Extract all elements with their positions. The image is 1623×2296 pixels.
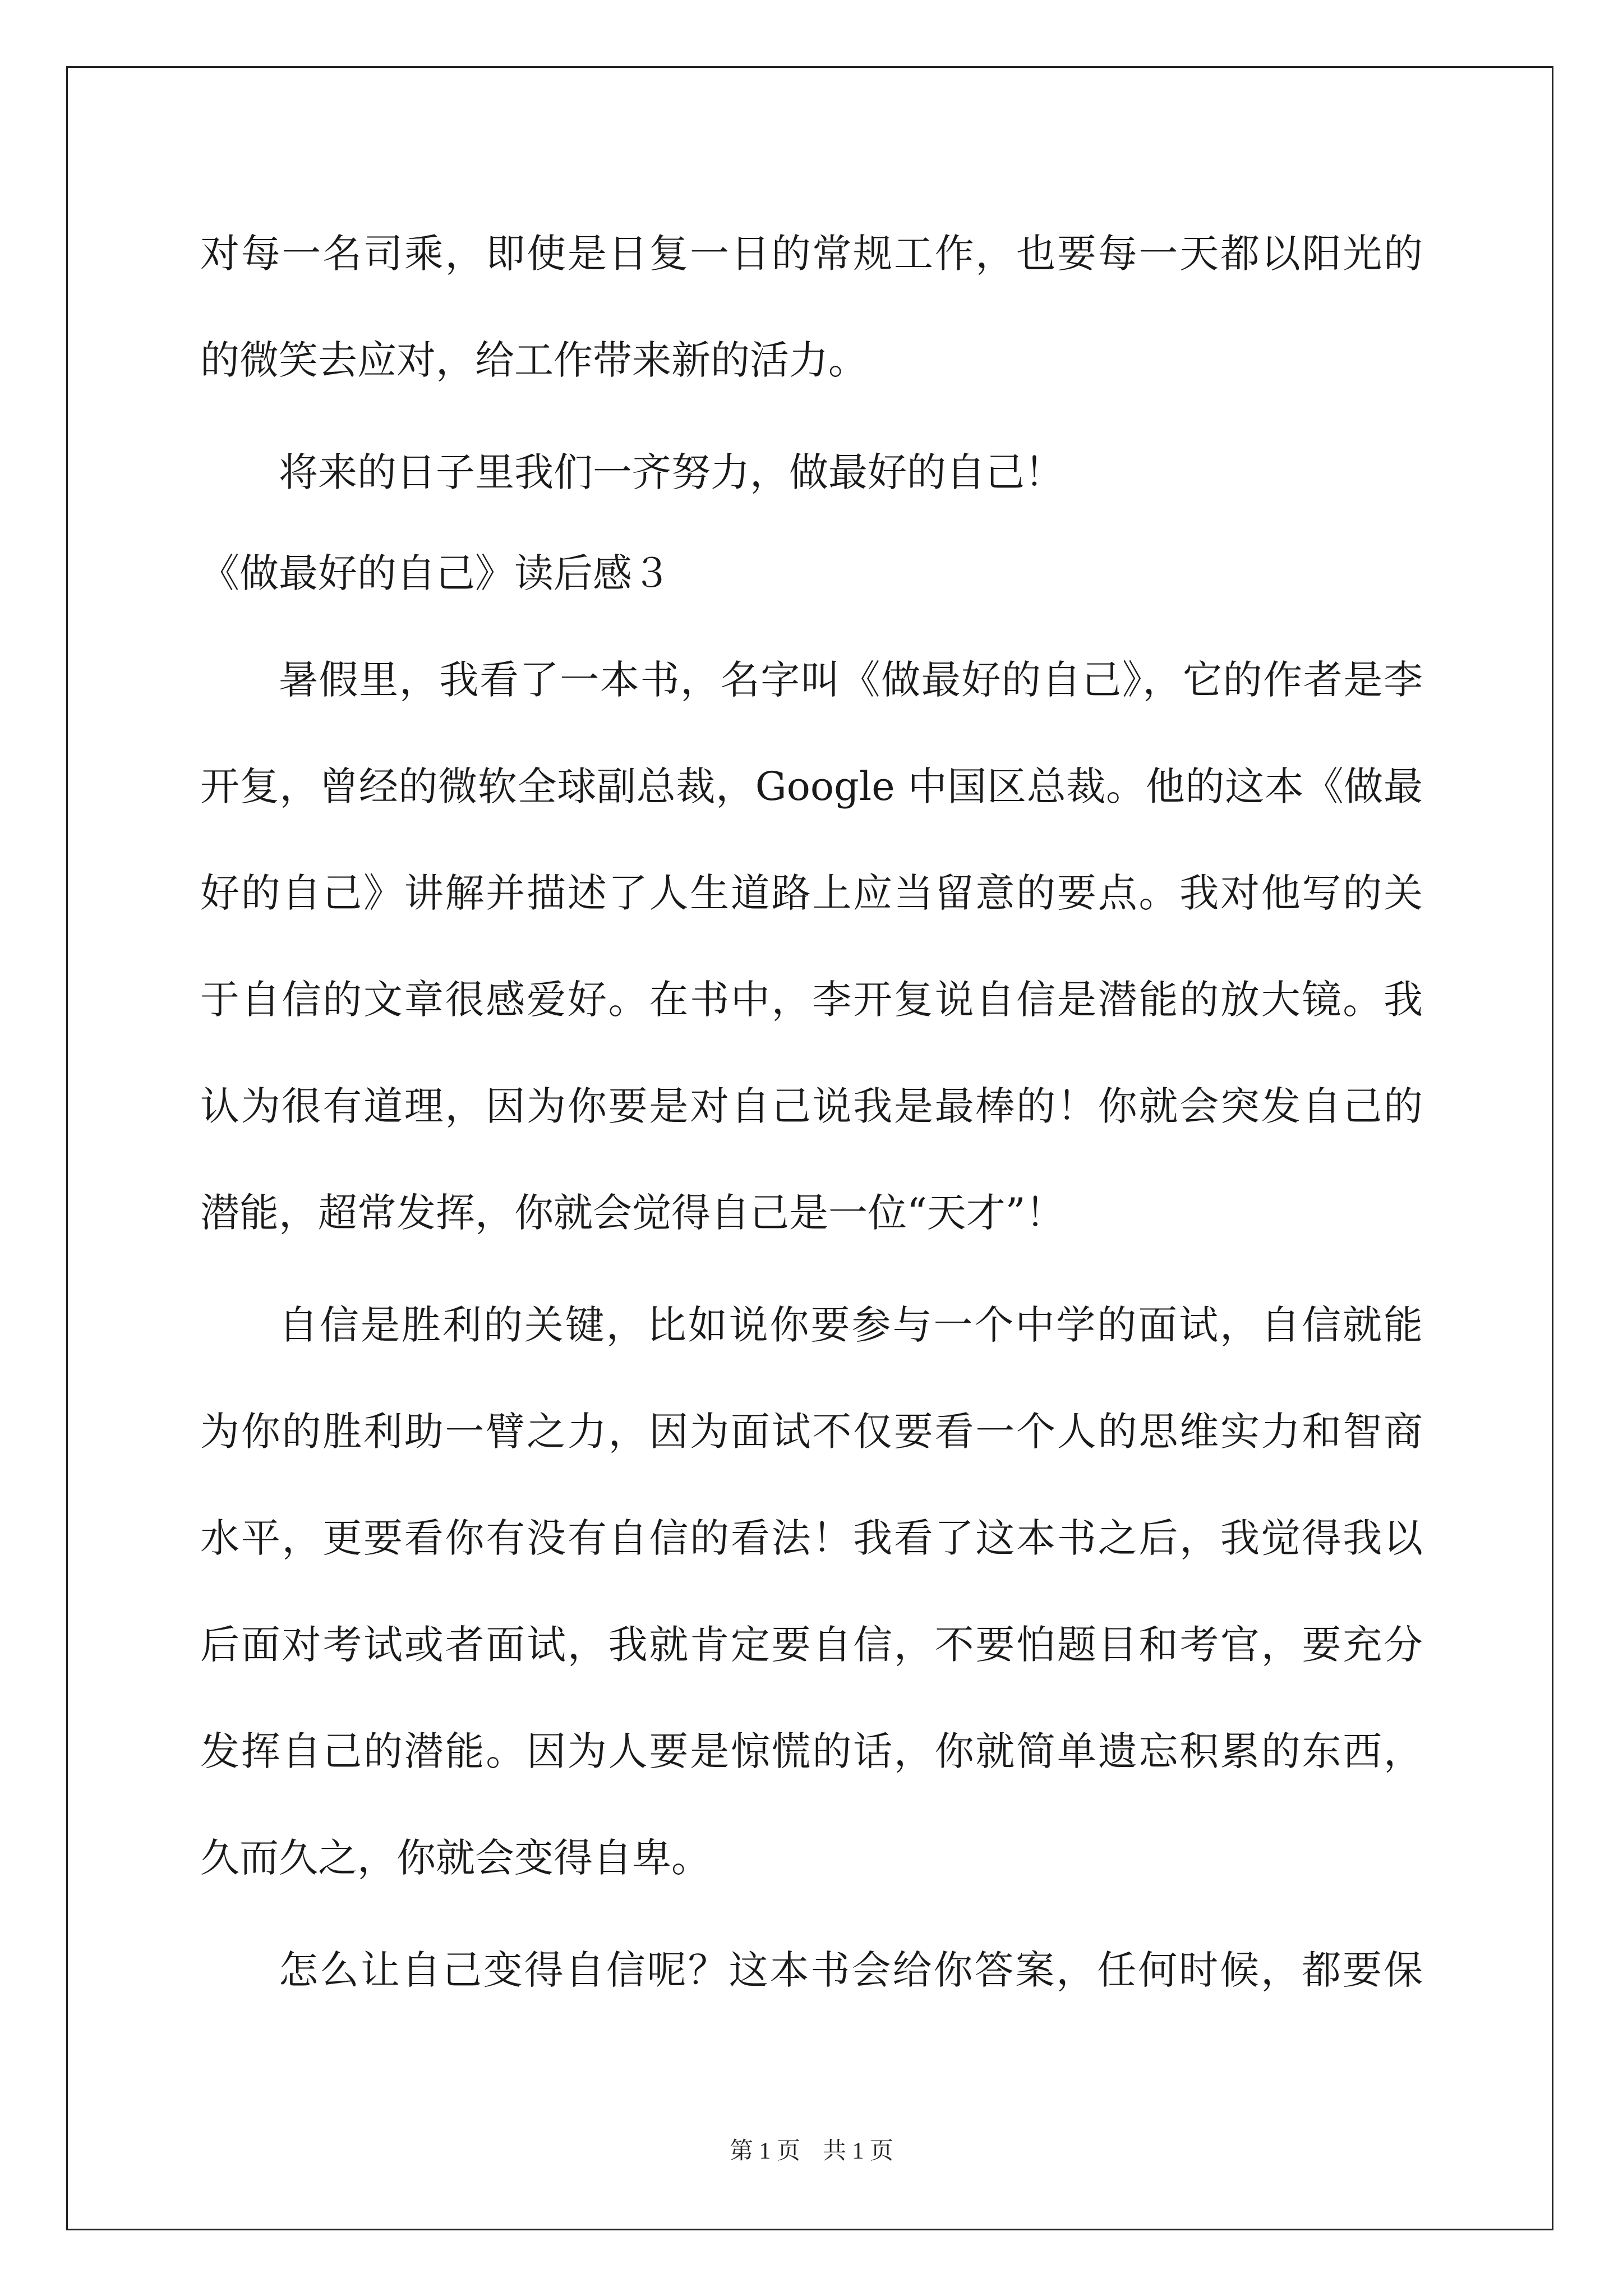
text-line: 认为很有道理，因为你要是对自己说我是最棒的！你就会突发自己的: [200, 1083, 1423, 1129]
text-line: 开复，曾经的微软全球副总裁，Google 中国区总裁。他的这本《做最: [200, 763, 1423, 809]
text-line: 水平，更要看你有没有自信的看法！我看了这本书之后，我觉得我以: [200, 1515, 1423, 1561]
text-line: 对每一名司乘，即使是日复一日的常规工作，也要每一天都以阳光的: [200, 231, 1423, 277]
text-line: 好的自己》讲解并描述了人生道路上应当留意的要点。我对他写的关: [200, 870, 1423, 916]
text-line: 为你的胜利助一臂之力，因为面试不仅要看一个人的思维实力和智商: [200, 1409, 1423, 1455]
page-total: 共 1 页: [823, 2138, 894, 2164]
page-number: 第 1 页: [729, 2138, 800, 2164]
text-line: 将来的日子里我们一齐努力，做最好的自己！: [279, 449, 1064, 495]
section-heading: 《做最好的自己》读后感３: [200, 550, 671, 596]
text-line: 的微笑去应对，给工作带来新的活力。: [200, 337, 868, 383]
text-line: 自信是胜利的关键，比如说你要参与一个中学的面试，自信就能: [279, 1302, 1423, 1348]
text-line: 后面对考试或者面试，我就肯定要自信，不要怕题目和考官，要充分: [200, 1622, 1423, 1668]
text-line: 于自信的文章很感爱好。在书中，李开复说自信是潜能的放大镜。我: [200, 977, 1423, 1023]
text-line: 发挥自己的潜能。因为人要是惊慌的话，你就简单遗忘积累的东西，: [200, 1728, 1423, 1774]
text-line: 久而久之，你就会变得自卑。: [200, 1835, 711, 1881]
text-line: 潜能，超常发挥，你就会觉得自己是一位“天才”！: [200, 1190, 1065, 1236]
text-line: 暑假里，我看了一本书，名字叫《做最好的自己》，它的作者是李: [279, 657, 1423, 703]
text-line: 怎么让自己变得自信呢？这本书会给你答案，任何时候，都要保: [279, 1947, 1423, 1993]
page-footer: [0, 2134, 1623, 2168]
